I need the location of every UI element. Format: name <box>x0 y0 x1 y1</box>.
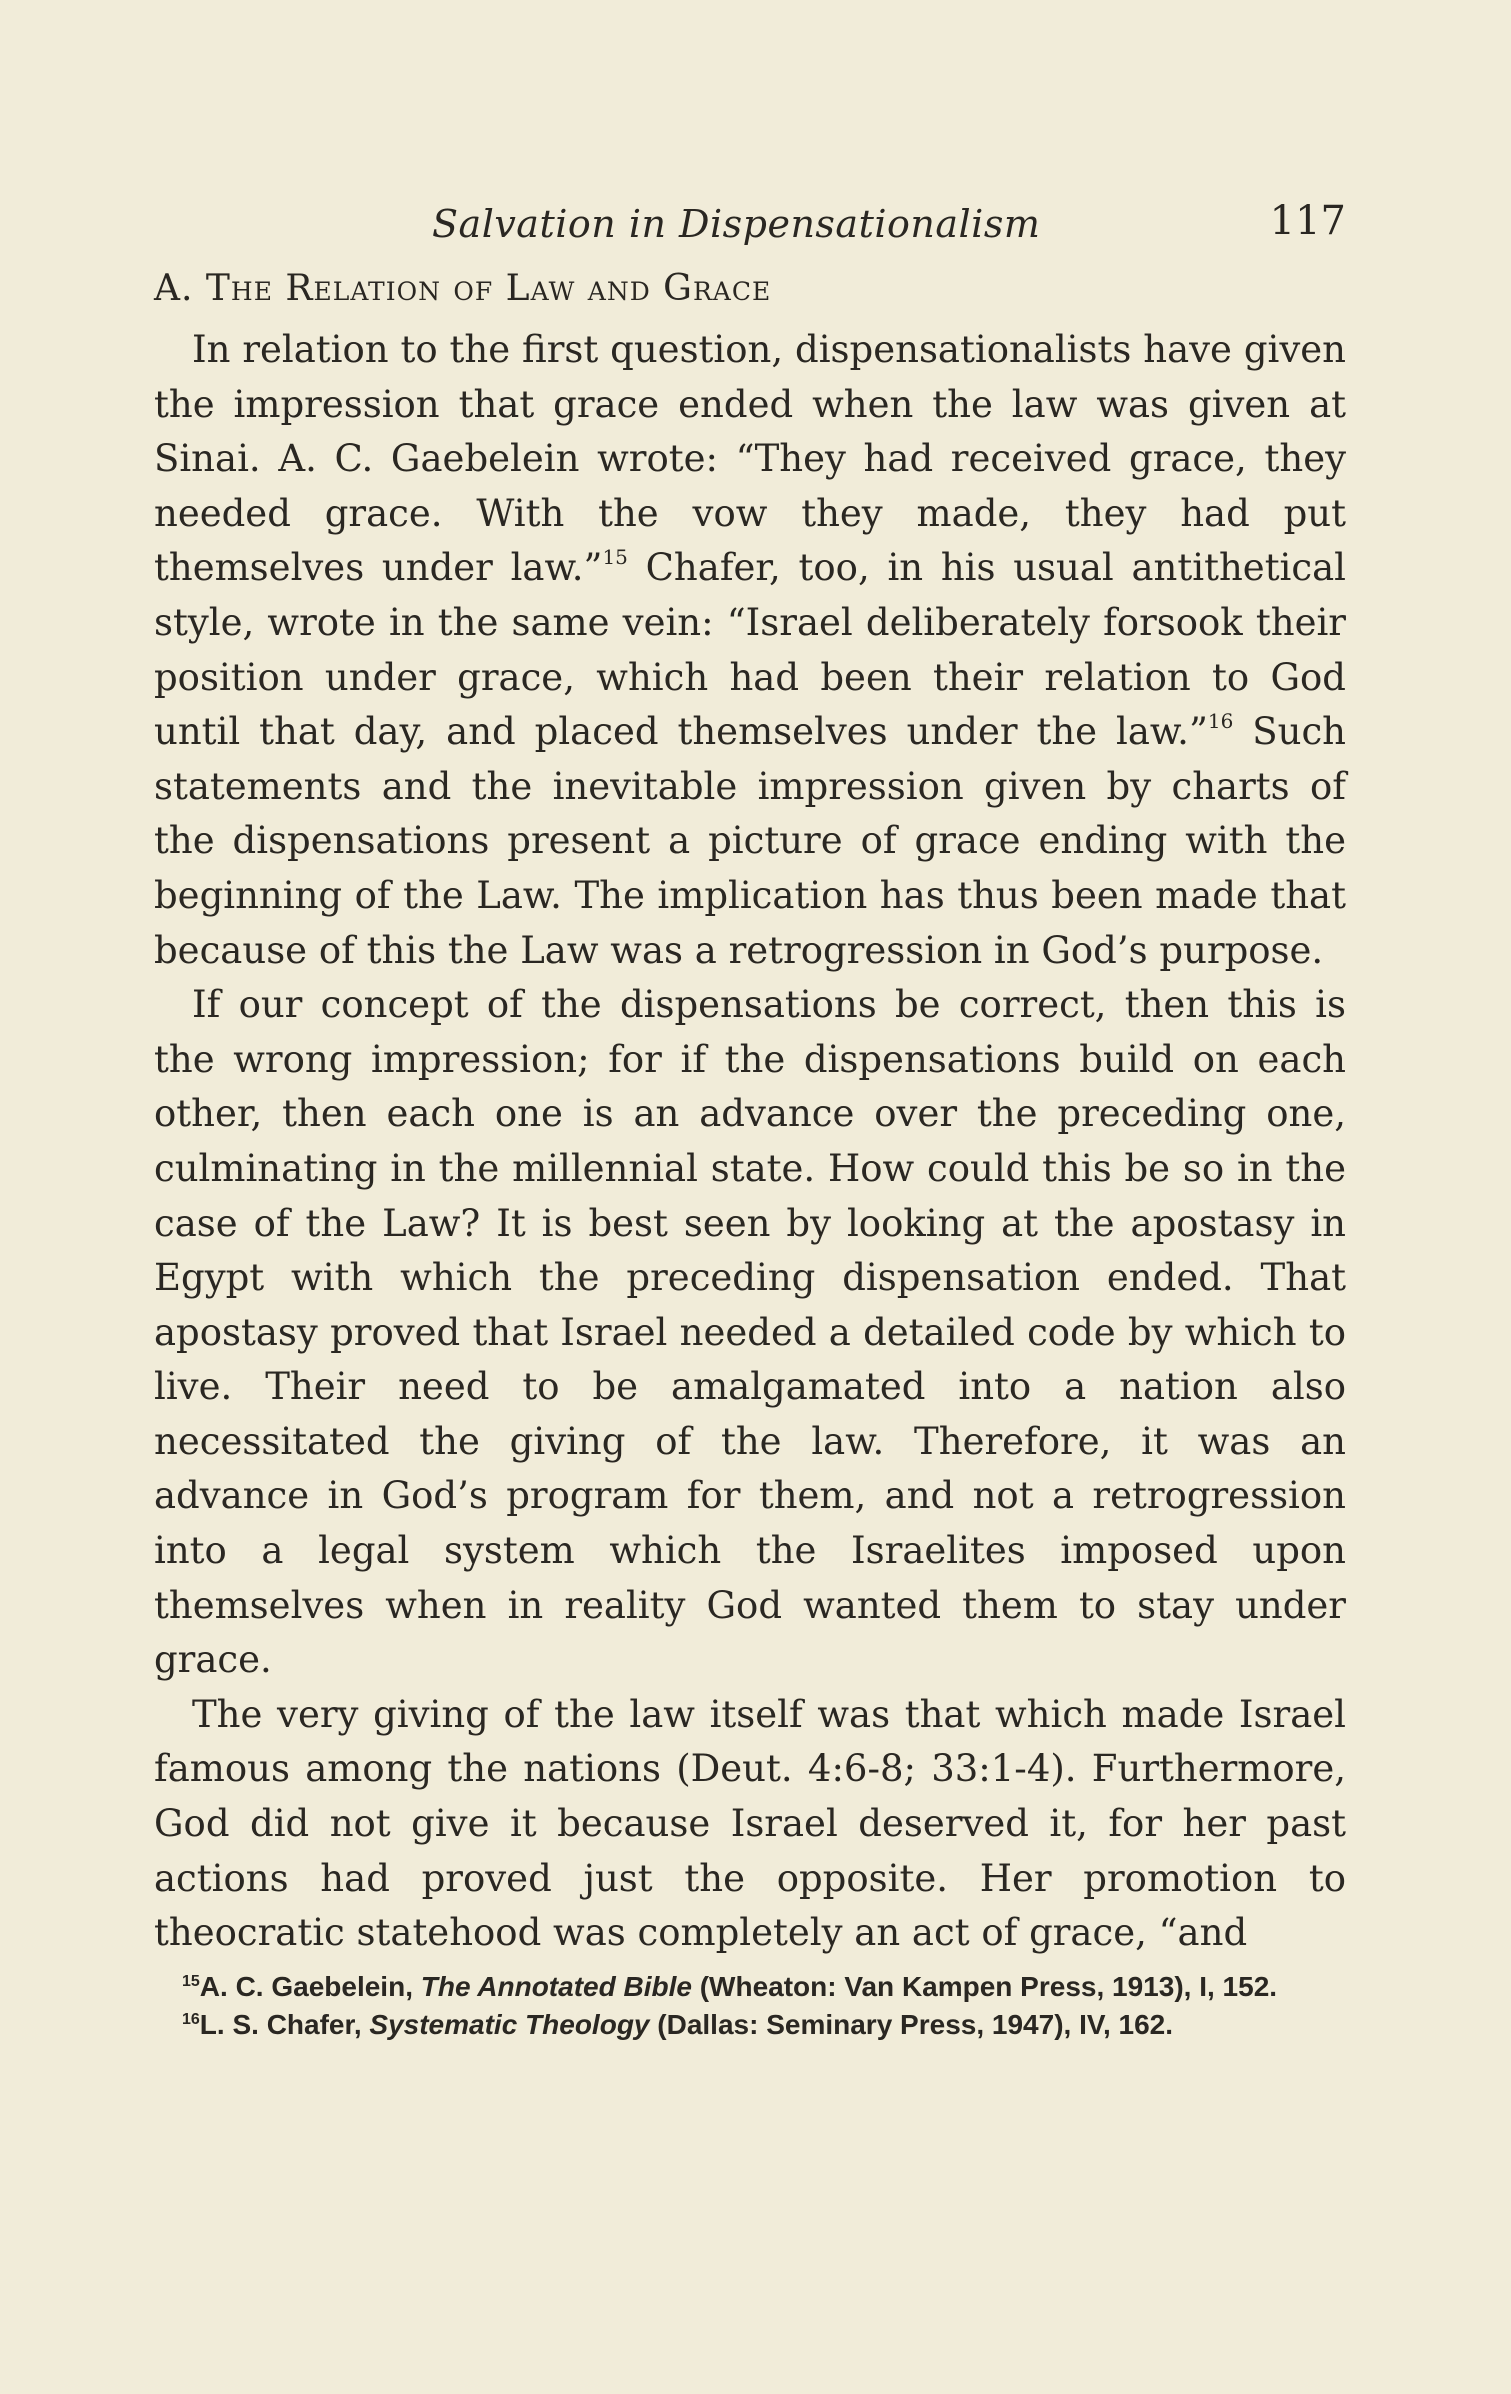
paragraph-1 <box>154 323 1346 978</box>
running-head <box>154 190 1346 254</box>
footnote-title: Systematic Theology <box>369 2008 650 2040</box>
page-number: 117 <box>1269 198 1346 244</box>
paragraph-1-text-a: In relation to the first question, dispensationalists have given the impression that grace ended when the law was given at Sinai. A. C. Gaebelein wrote: “They had received grace, they needed grace. With the vow they made, they had put themselves under law.” <box>154 328 1346 590</box>
footnote-author: L. S. Chafer, <box>199 2008 370 2040</box>
running-title: Salvation in Dispensationalism <box>432 202 1041 246</box>
footnote-15 <box>154 1971 1346 2003</box>
section-heading: A. The Relation of Law and Grace <box>154 268 772 309</box>
footnote-author: A. C. Gaebelein, <box>199 1970 421 2002</box>
footnotes <box>154 1971 1346 2041</box>
book-page <box>154 190 1346 2047</box>
footnote-ref-15: 15 <box>602 545 628 570</box>
paragraph-1-text-b: Chafer, too, in his usual antithetical style, wrote in the same vein: “Israel deliberately forsook their position under grace, which had been their relation to God until that day, and placed themselves under the law.” <box>154 546 1347 754</box>
body-text <box>154 323 1346 1961</box>
footnote-marker: 15 <box>182 1972 200 1990</box>
footnote-16 <box>154 2009 1346 2041</box>
footnote-marker: 16 <box>182 2010 200 2028</box>
paragraph-2: If our concept of the dispensations be correct, then this is the wrong impression; for if the dispensations build on each other, then each one is an advance over the preceding one, culminating in the millennial state. How could this be so in the case of the Law? It is best seen by looking at the apostasy in Egypt with which the preceding dispensation ended. That apostasy proved that Israel needed a detailed code by which to live. Their need to be amalgamated into a nation also necessitated the giving of the law. Therefore, it was an advance in God’s program for them, and not a retrogression into a legal system which the Israelites imposed upon themselves when in reality God wanted them to stay under grace. <box>154 983 1346 1682</box>
footnote-citation: (Wheaton: Van Kampen Press, 1913), I, 152. <box>691 1970 1278 2002</box>
footnote-ref-16: 16 <box>1207 709 1234 734</box>
paragraph-3: The very giving of the law itself was that which made Israel famous among the nations (Deut. 4:6-8; 33:1-4). Furthermore, God did not give it because Israel deserved it, for her past actions had proved just the opposite. Her promotion to theocratic statehood was completely an act of grace, “and <box>154 1692 1346 1955</box>
footnote-citation: (Dallas: Seminary Press, 1947), IV, 162. <box>649 2008 1174 2040</box>
footnote-title: The Annotated Bible <box>420 1970 692 2002</box>
paragraph-1-text-c: Such statements and the inevitable impression given by charts of the dispensations present a picture of grace ending with the beginning of the Law. The implication has thus been made that because of this the Law was a retrogression in God’s purpose. <box>154 710 1346 972</box>
